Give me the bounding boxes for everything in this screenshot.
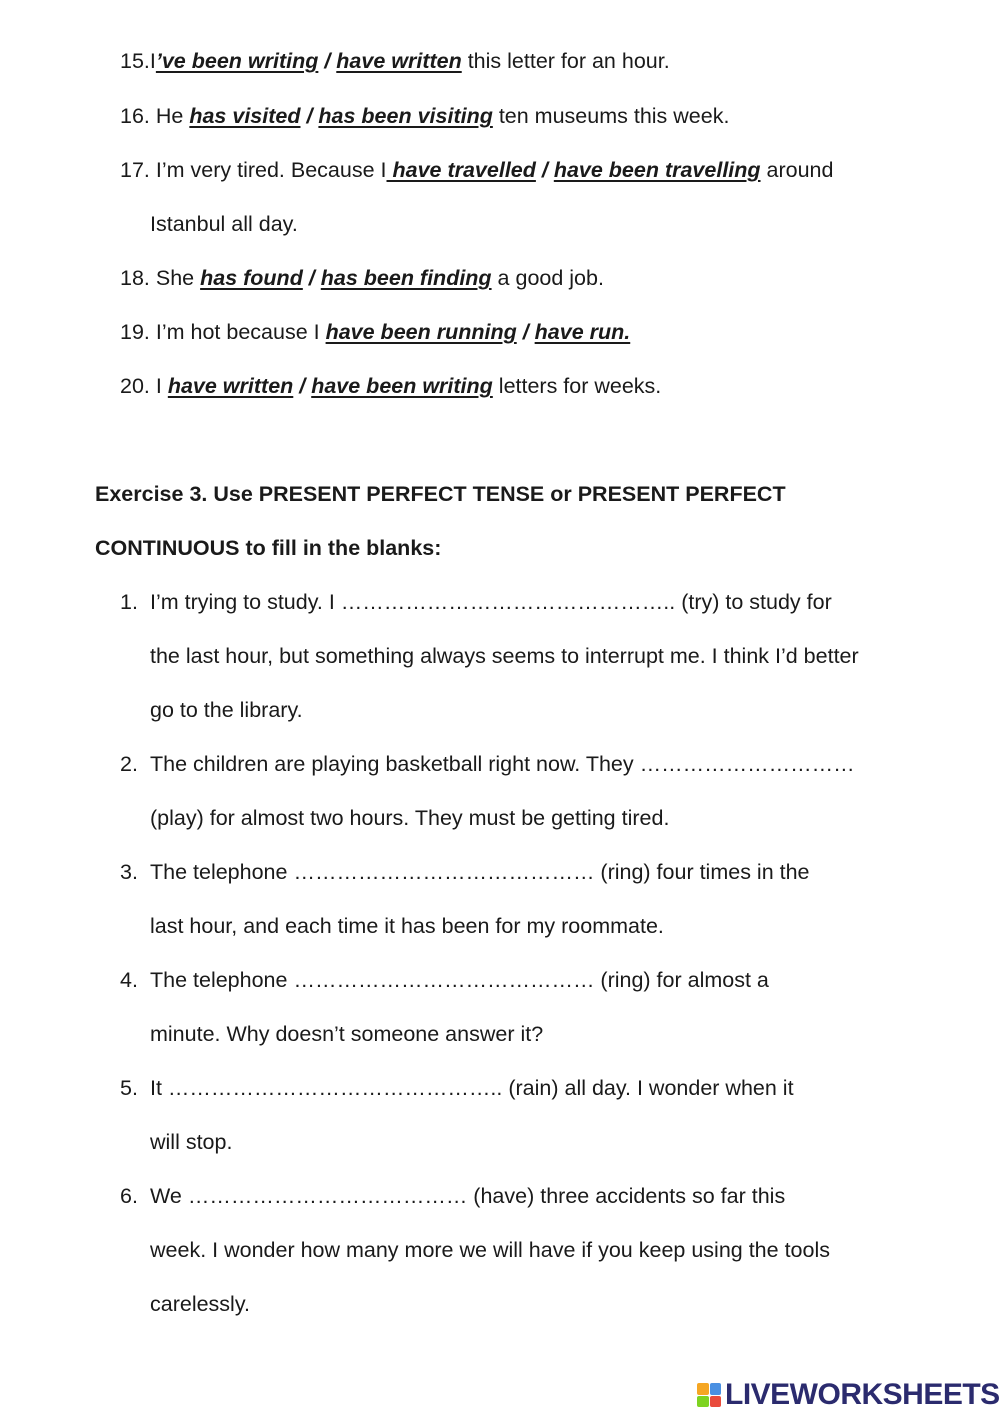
exercise2-item-15 bbox=[120, 48, 670, 74]
item-text[interactable]: The telephone …………………………………… (ring) for almost a bbox=[150, 968, 769, 992]
item-text: He bbox=[155, 104, 190, 128]
exercise3-item-2 bbox=[120, 751, 855, 777]
exercise2-item-18 bbox=[120, 265, 604, 291]
exercise3-item-6-line3: carelessly. bbox=[150, 1292, 250, 1316]
item-number: 17. bbox=[120, 158, 150, 182]
item-number: 3. bbox=[120, 860, 138, 884]
choice-option-2[interactable]: have written bbox=[336, 49, 462, 73]
exercise3-heading-line1: Exercise 3. Use PRESENT PERFECT TENSE or PRESENT PERFECT bbox=[95, 482, 786, 506]
item-text: around bbox=[760, 158, 834, 182]
exercise3-heading-line2: CONTINUOUS to fill in the blanks: bbox=[95, 536, 442, 560]
item-text[interactable]: I’m trying to study. I ……………………………………….. (try) to study for bbox=[150, 590, 832, 614]
item-number: 15. bbox=[120, 49, 150, 73]
logo-square-1 bbox=[697, 1383, 709, 1395]
choice-separator: / bbox=[300, 104, 319, 128]
exercise3-item-2-line2: (play) for almost two hours. They must be getting tired. bbox=[150, 806, 670, 830]
item-text: a good job. bbox=[491, 266, 604, 290]
exercise3-item-5-line2: will stop. bbox=[150, 1130, 233, 1154]
item-number: 6. bbox=[120, 1184, 138, 1208]
exercise3-item-1 bbox=[120, 589, 832, 615]
choice-option-1[interactable]: has found bbox=[200, 266, 303, 290]
choice-option-1[interactable]: have been running bbox=[325, 320, 517, 344]
item-number: 2. bbox=[120, 752, 138, 776]
item-text: this letter for an hour. bbox=[461, 49, 670, 73]
choice-option-2[interactable]: have been writing bbox=[311, 374, 493, 398]
exercise3-item-6-line2: week. I wonder how many more we will have if you keep using the tools bbox=[150, 1238, 830, 1262]
item-text: She bbox=[155, 266, 201, 290]
item-text: ten museums this week. bbox=[492, 104, 730, 128]
exercise2-item-17 bbox=[120, 157, 833, 183]
item-number: 18. bbox=[120, 266, 150, 290]
exercise3-item-4-line2: minute. Why doesn’t someone answer it? bbox=[150, 1022, 544, 1046]
item-text[interactable]: The children are playing basketball right now. They ………………………… bbox=[150, 752, 855, 776]
choice-option-1[interactable]: ’ve been writing bbox=[155, 49, 319, 73]
item-number: 4. bbox=[120, 968, 138, 992]
exercise2-item-16 bbox=[120, 103, 729, 129]
item-number: 1. bbox=[120, 590, 138, 614]
logo-square-4 bbox=[710, 1396, 722, 1408]
choice-option-2[interactable]: have run. bbox=[534, 320, 631, 344]
exercise3-item-6 bbox=[120, 1183, 785, 1209]
item-text: I’m hot because I bbox=[155, 320, 326, 344]
item-text[interactable]: It ……………………………………….. (rain) all day. I wonder when it bbox=[150, 1076, 794, 1100]
liveworksheets-logo-icon bbox=[697, 1383, 721, 1407]
logo-square-2 bbox=[710, 1383, 722, 1395]
choice-separator: / bbox=[318, 49, 337, 73]
choice-option-2[interactable]: has been finding bbox=[320, 266, 492, 290]
choice-option-1[interactable]: have written bbox=[167, 374, 294, 398]
liveworksheets-logo[interactable] bbox=[697, 1378, 1000, 1412]
liveworksheets-logo-text: LIVEWORKSHEETS bbox=[725, 1378, 1000, 1411]
item-number: 5. bbox=[120, 1076, 138, 1100]
item-number: 19. bbox=[120, 320, 150, 344]
choice-option-2[interactable]: have been travelling bbox=[553, 158, 761, 182]
item-number: 16. bbox=[120, 104, 150, 128]
exercise2-item-20 bbox=[120, 373, 661, 399]
logo-square-3 bbox=[697, 1396, 709, 1408]
exercise2-item-19 bbox=[120, 319, 630, 345]
exercise3-item-3 bbox=[120, 859, 810, 885]
exercise3-item-1-line2: the last hour, but something always seems to interrupt me. I think I’d better bbox=[150, 644, 859, 668]
item-text: I’m very tired. Because I bbox=[155, 158, 387, 182]
choice-option-2[interactable]: has been visiting bbox=[318, 104, 493, 128]
exercise3-item-4 bbox=[120, 967, 769, 993]
choice-option-1[interactable]: has visited bbox=[189, 104, 301, 128]
exercise3-item-1-line3: go to the library. bbox=[150, 698, 303, 722]
item-text: letters for weeks. bbox=[492, 374, 662, 398]
choice-separator: / bbox=[293, 374, 312, 398]
item-text: I bbox=[155, 374, 168, 398]
exercise3-item-5 bbox=[120, 1075, 794, 1101]
choice-option-1[interactable]: have travelled bbox=[386, 158, 536, 182]
choice-separator: / bbox=[516, 320, 535, 344]
item-text: I bbox=[149, 49, 156, 73]
item-text[interactable]: We ………………………………… (have) three accidents so far this bbox=[150, 1184, 786, 1208]
exercise3-item-3-line2: last hour, and each time it has been for my roommate. bbox=[150, 914, 664, 938]
exercise2-item-17-continuation: Istanbul all day. bbox=[150, 212, 298, 236]
item-text[interactable]: The telephone …………………………………… (ring) four times in the bbox=[150, 860, 810, 884]
choice-separator: / bbox=[535, 158, 554, 182]
choice-separator: / bbox=[302, 266, 321, 290]
item-number: 20. bbox=[120, 374, 150, 398]
